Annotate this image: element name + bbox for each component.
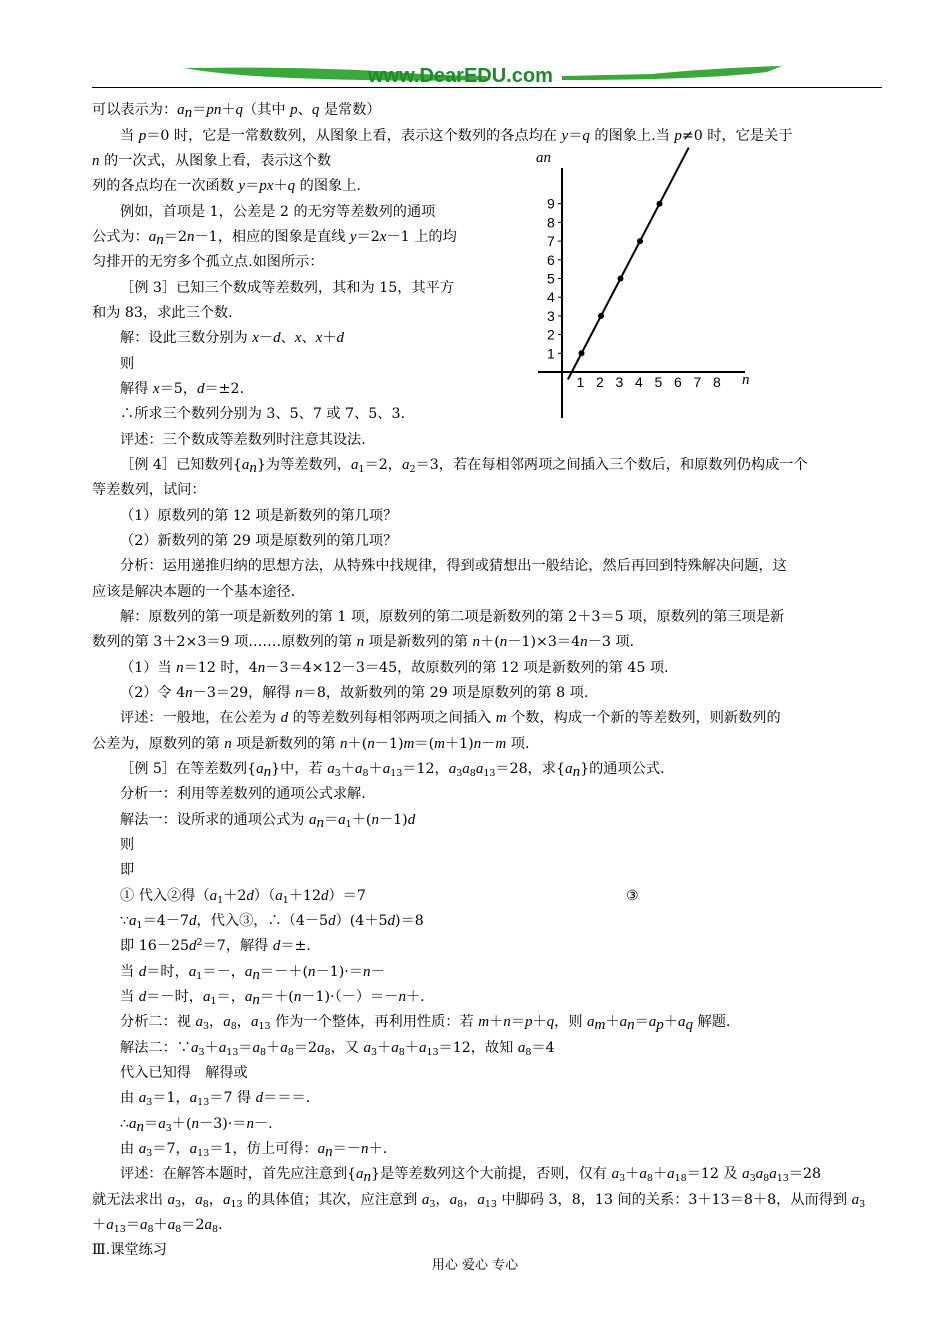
- x-tick-label: 1: [576, 374, 585, 390]
- site-header: [92, 58, 882, 90]
- line-29: 则: [120, 837, 135, 853]
- line-27: 分析一：利用等差数列的通项公式求解.: [120, 786, 366, 802]
- y-tick-label: 1: [547, 345, 555, 362]
- data-point: [657, 201, 663, 207]
- line-20: 解：原数列的第一项是新数列的第 1 项，原数列的第二项是新数列的第 2＋3＝5 项，原数列的第三项是新: [120, 609, 785, 625]
- line-1: 当 p＝0 时，它是一常数数列，从图象上看，表示这个数列的各点均在 y＝q 的图象上.当 p≠0 时，它是关于: [120, 128, 793, 144]
- x-tick-label: 6: [674, 374, 682, 390]
- data-point: [637, 238, 643, 244]
- line-44: $+a_{13}=a_8+a_8=2a_8$.: [92, 1217, 223, 1235]
- line-12: ∴所求三个数列分别为 3、5、7 或 7、5、3.: [120, 406, 406, 422]
- line-25: 公差为，原数列的第 n 项是新数列的第 n＋(n－1)m＝(m＋1)n－m 项.: [92, 736, 530, 752]
- header-banner: [92, 58, 882, 90]
- line-5: 公式为：$a_n=2n-1$，相应的图象是直线 y＝2x－1 上的均: [92, 229, 457, 248]
- graph-ticks: [547, 196, 721, 390]
- line-26: ［例 5］在等差数列$\{a_n\}$中，若 $a_3+a_8+a_{13}=12$，$a_3a_8a_{13}=28$，求$\{a_n\}$的通项公式.: [120, 761, 665, 780]
- line-21: 数列的第 3＋2×3＝9 项.……原数列的第 n 项是新数列的第 n＋(n－1)×3＝4n－3 项.: [92, 634, 635, 650]
- x-tick-label: 5: [654, 374, 663, 390]
- y-tick-label: 4: [547, 289, 555, 306]
- x-axis-label: n: [742, 372, 750, 388]
- line-41: 由 $a_3=7$，$a_{13}=1$，仿上可得：$a_n=-n+$.: [120, 1141, 388, 1160]
- line-10: 则: [120, 356, 135, 372]
- line-22: （1）当 n＝12 时，4n－3＝4×12－3＝45，故原数列的第 12 项是新数列的第 45 项.: [120, 660, 669, 676]
- line-33: 即 $16-25d^2=7$，解得 d＝±.: [120, 937, 311, 954]
- line-32: $\because a_1=4-7d$，代入③，∴（4－5d）(4＋5d)＝8: [120, 913, 424, 931]
- x-tick-label: 7: [693, 374, 702, 390]
- y-tick-label: 5: [547, 270, 555, 287]
- data-point: [598, 313, 604, 319]
- header-site-name: www.DearEDU.com: [368, 65, 553, 87]
- line-16: （1）原数列的第 12 项是新数列的第几项？: [120, 508, 398, 524]
- graph-svg: [530, 146, 760, 421]
- data-point: [618, 276, 624, 282]
- line-19: 应该是解决本题的一个基本途径.: [92, 584, 296, 600]
- line-3: 列的各点均在一次函数 y＝px＋q 的图象上.: [92, 178, 361, 194]
- line-14: ［例 4］已知数列$\{a_n\}$为等差数列，$a_1=2$，$a_2=3$，若在每相邻两项之间插入三个数后，和原数列仍构成一个: [120, 457, 808, 476]
- line-15: 等差数列，试问：: [92, 482, 206, 498]
- line-40: $\therefore a_n=a_3+(n-3)\cdot=n-$.: [120, 1116, 273, 1135]
- y-tick-label: 7: [547, 233, 555, 250]
- line-7: ［例 3］已知三个数成等差数列，其和为 15，其平方: [120, 280, 455, 296]
- line-45: Ⅲ.课堂练习: [92, 1242, 167, 1258]
- data-point: [579, 350, 585, 356]
- line-43: 就无法求出 $a_3$，$a_8$，$a_{13}$ 的具体值；其次，应注意到 $a_3$，$a_8$，$a_{13}$ 中脚码 3，8，13 间的关系：3＋13＝8＋8，从而得到 $a_3$: [92, 1192, 866, 1210]
- line-11: 解得 x＝5，d＝±2.: [120, 381, 245, 397]
- line-23: （2）令 4n－3＝29，解得 n＝8，故新数列的第 29 项是原数列的第 8 项.: [120, 685, 589, 701]
- line-37: 解法二：$\because a_3+a_{13}=a_8+a_8=2a_8$，又 $a_3+a_8+a_{13}=12$，故知 $a_8=4$: [120, 1040, 555, 1058]
- line-2: n 的一次式，从图象上看，表示这个数: [92, 153, 332, 169]
- line-36: 分析二：视 $a_3$，$a_8$，$a_{13}$ 作为一个整体，再利用性质：若 m＋n＝p＋q，则 $a_m+a_n=a_p+a_q$ 解题.: [120, 1014, 731, 1033]
- x-tick-label: 3: [615, 374, 624, 390]
- line-y-2x-1: [568, 148, 689, 380]
- y-tick-label: 2: [547, 326, 555, 343]
- header-rule: [92, 87, 882, 88]
- y-tick-label: 8: [547, 214, 555, 231]
- line-28: 解法一：设所求的通项公式为 $a_n=a_1+(n-1)d$: [120, 812, 416, 831]
- line-13: 评述：三个数成等差数列时注意其设法.: [120, 432, 366, 448]
- line-6: 匀排开的无穷多个孤立点.如图所示：: [92, 254, 324, 270]
- y-axis-label: an: [536, 150, 551, 166]
- line-17: （2）新数列的第 29 项是原数列的第几项？: [120, 533, 398, 549]
- y-tick-label: 6: [547, 251, 555, 268]
- line-9: 解：设此三数分别为 x－d、x、x＋d: [120, 330, 345, 346]
- equation-marker-3: ③: [626, 888, 639, 904]
- line-31: ① 代入②得$(a_1+2d)(a_1+12d)=7$: [120, 888, 366, 906]
- y-tick-label: 3: [547, 307, 555, 324]
- right-swoosh: [562, 66, 782, 80]
- line-0: 可以表示为：$a_n=pn+q$（其中 p、q 是常数）: [92, 102, 381, 121]
- line-42: 评述：在解答本题时，首先应注意到$\{a_n\}$是等差数列这个大前提，否则，仅有 $a_3+a_8+a_{18}=12$ 及 $a_3a_8a_{13}=28$: [120, 1166, 822, 1185]
- x-tick-label: 2: [596, 374, 604, 390]
- y-tick-label: 9: [547, 195, 555, 212]
- x-tick-label: 8: [713, 374, 721, 390]
- line-4: 例如，首项是 1，公差是 2 的无穷等差数列的通项: [120, 204, 436, 220]
- line-34: 当 d＝时，$a_1=-$，$a_n=-+(n-1)\cdot=n-$: [120, 964, 385, 983]
- line-39: 由 $a_3=1$，$a_{13}=7$ 得 d＝＝＝.: [120, 1090, 311, 1108]
- line-30: 即: [120, 862, 135, 878]
- line-24: 评述：一般地，在公差为 d 的等差数列每相邻两项之间插入 m 个数，构成一个新的等差数列，则新数列的: [120, 710, 781, 726]
- line-8: 和为 83，求此三个数.: [92, 305, 233, 321]
- line-38: 代入已知得 解得或: [120, 1065, 248, 1081]
- line-18: 分析：运用递推归纳的思想方法，从特殊中找规律，得到或猜想出一般结论，然后再回到特殊解决问题，这: [120, 558, 787, 574]
- sequence-graph: [530, 146, 760, 421]
- x-tick-label: 4: [635, 374, 643, 390]
- line-35: 当 d＝－时，$a_1=$，$a_n=+(n-1)\cdot(-)=-n+$.: [120, 989, 425, 1008]
- page-footer: 用心 爱心 专心: [431, 1258, 519, 1273]
